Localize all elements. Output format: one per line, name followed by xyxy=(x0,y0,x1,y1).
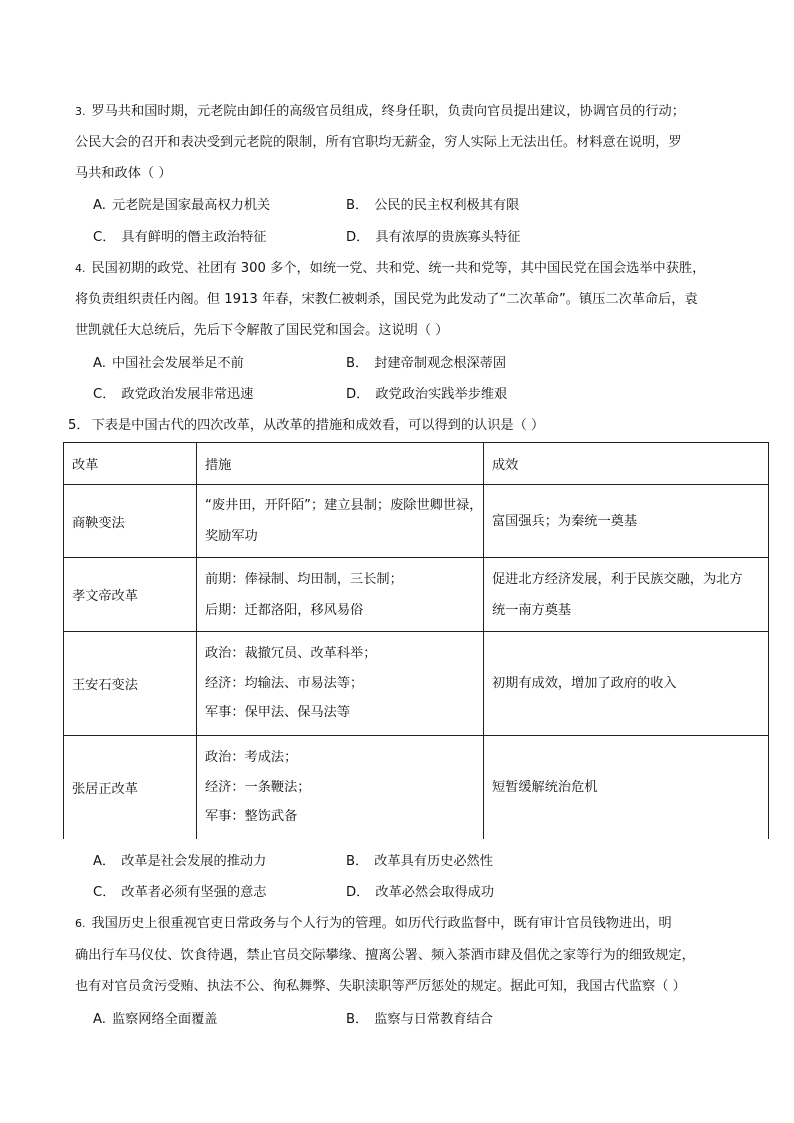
option-text: 改革是社会发展的推动力 xyxy=(121,854,267,869)
question-4-stem xyxy=(75,253,775,285)
effect-line: 统一南方奠基 xyxy=(492,602,572,618)
option-letter: C． xyxy=(93,230,116,245)
question-4-options-row-2 xyxy=(93,385,773,405)
table-header-cell: 成效 xyxy=(484,443,769,485)
question-4-stem-line-3 xyxy=(75,315,775,347)
question-line: 世凯就任大总统后，先后下令解散了国民党和国会。这说明（ ） xyxy=(75,323,449,338)
question-line: 下表是中国古代的四次改革，从改革的措施和成效看，可以得到的认识是（ ） xyxy=(91,418,545,433)
option-c[interactable] xyxy=(93,883,266,903)
option-text: 监察网络全面覆盖 xyxy=(111,1012,218,1027)
option-text: 公民的民主权利极其有限 xyxy=(374,198,520,213)
option-d[interactable] xyxy=(346,385,507,405)
question-line: 确出行车马仪仗、饮食待遇，禁止官员交际攀缘、擅离公署、频入茶酒市肆及倡优之家等行为的细致规定， xyxy=(75,948,695,963)
option-b[interactable] xyxy=(346,354,506,374)
question-3-stem-line-3 xyxy=(75,158,775,190)
option-letter: D． xyxy=(346,387,370,402)
effect-line: 促进北方经济发展，利于民族交融，为北方 xyxy=(492,571,743,587)
option-letter: A. xyxy=(93,1012,106,1027)
option-letter: B． xyxy=(346,356,369,371)
table-row xyxy=(64,736,769,839)
reform-name-cell: 张居正改革 xyxy=(64,736,197,839)
option-text: 改革具有历史必然性 xyxy=(374,854,493,869)
table-row xyxy=(64,558,769,632)
table-row xyxy=(64,632,769,736)
measure-line: 后期：迁都洛阳，移风易俗 xyxy=(205,602,364,618)
measure-line: 经济：均输法、市易法等； xyxy=(205,675,364,691)
option-a[interactable] xyxy=(93,196,270,216)
effect-line: 富国强兵；为秦统一奠基 xyxy=(492,513,638,529)
question-number: 5． xyxy=(68,418,90,433)
question-6-options-row-1 xyxy=(93,1010,773,1030)
measures-cell xyxy=(197,558,484,632)
question-3-stem xyxy=(75,96,775,128)
table-header-cell: 措施 xyxy=(197,443,484,485)
option-letter: A． xyxy=(93,854,116,869)
table-header-row xyxy=(64,443,769,485)
table-header-cell: 改革 xyxy=(64,443,197,485)
effect-line: 初期有成效，增加了政府的收入 xyxy=(492,676,677,691)
option-letter: A. xyxy=(93,356,106,371)
measure-line: 经济：一条鞭法； xyxy=(205,779,311,795)
option-c[interactable] xyxy=(93,385,253,405)
measure-line: 奖励军功 xyxy=(205,529,258,544)
option-a[interactable] xyxy=(93,354,244,374)
option-letter: C． xyxy=(93,387,116,402)
option-c[interactable] xyxy=(93,228,266,248)
option-text: 监察与日常教育结合 xyxy=(374,1012,493,1027)
option-text: 政党政治发展非常迅速 xyxy=(121,387,254,402)
reform-name-cell: 王安石变法 xyxy=(64,632,197,736)
measure-line: 前期：俸禄制、均田制，三长制； xyxy=(205,571,403,587)
question-line: 我国历史上很重视官吏日常政务与个人行为的管理。如历代行政监督中，既有审计官员钱物进出，明 xyxy=(91,916,672,931)
option-d[interactable] xyxy=(346,228,520,248)
question-5-options-row-1 xyxy=(93,852,773,872)
table-row xyxy=(64,485,769,558)
question-line: 民国初期的政党、社团有 300 多个，如统一党、共和党、统一共和党等，其中国民党在国会选举中获胜， xyxy=(91,261,706,276)
option-b[interactable] xyxy=(346,1010,493,1030)
question-6-stem-line-3 xyxy=(75,971,775,1003)
question-3-stem-line-2 xyxy=(75,127,775,159)
reform-table xyxy=(63,442,769,839)
question-line: 也有对官员贪污受贿、执法不公、徇私舞弊、失职渎职等严厉惩处的规定。据此可知，我国古代监察（ ） xyxy=(75,979,686,994)
option-letter: B． xyxy=(346,1012,369,1027)
question-line: 马共和政体（ ） xyxy=(75,166,172,181)
question-3-options-row-2 xyxy=(93,228,773,248)
measure-line: 军事：整饬武备 xyxy=(205,809,298,824)
option-text: 改革者必须有坚强的意志 xyxy=(121,885,267,900)
measure-line: “废井田，开阡陌”；建立县制；废除世卿世禄， xyxy=(205,498,483,513)
measure-line: 政治：裁撤冗员、改革科举； xyxy=(205,646,377,662)
question-5-stem xyxy=(68,410,768,442)
option-letter: B． xyxy=(346,854,369,869)
option-letter: A. xyxy=(93,198,106,213)
question-4-stem-line-2 xyxy=(75,284,775,316)
measure-line: 军事：保甲法、保马法等 xyxy=(205,705,351,721)
question-6-stem xyxy=(75,908,775,940)
option-b[interactable] xyxy=(346,196,519,216)
option-text: 政党政治实践举步维艰 xyxy=(375,387,508,402)
measures-cell xyxy=(197,632,484,736)
measures-cell xyxy=(197,736,484,839)
option-letter: B． xyxy=(346,198,369,213)
option-a[interactable] xyxy=(93,1010,217,1030)
option-text: 具有浓厚的贵族寡头特征 xyxy=(375,230,521,245)
option-letter: D． xyxy=(346,230,370,245)
option-text: 具有鲜明的僭主政治特征 xyxy=(121,230,267,245)
question-3-options-row-1 xyxy=(93,196,773,216)
question-line: 罗马共和国时期，元老院由卸任的高级官员组成，终身任职，负责向官员提出建议，协调官员的行动； xyxy=(91,104,685,119)
effects-cell xyxy=(484,736,769,839)
question-line: 公民大会的召开和表决受到元老院的限制，所有官职均无薪金，穷人实际上无法出任。材料意在说明，罗 xyxy=(75,135,682,150)
reform-name-cell: 孝文帝改革 xyxy=(64,558,197,632)
option-text: 改革必然会取得成功 xyxy=(375,885,495,900)
question-5-options-row-2 xyxy=(93,883,773,903)
question-6-stem-line-2 xyxy=(75,940,775,972)
option-text: 中国社会发展举足不前 xyxy=(111,356,244,371)
option-text: 元老院是国家最高权力机关 xyxy=(111,198,271,213)
measure-line: 政治：考成法； xyxy=(205,750,298,765)
option-b[interactable] xyxy=(346,852,493,872)
effects-cell xyxy=(484,558,769,632)
effects-cell xyxy=(484,632,769,736)
question-line: 将负责组织责任内阁。但 1913 年春，宋教仁被刺杀，国民党为此发动了“二次革命”。镇压二次革命后，袁 xyxy=(75,292,698,307)
option-letter: D． xyxy=(346,885,370,900)
question-number: 4. xyxy=(75,262,86,275)
measures-cell xyxy=(197,485,484,558)
question-number: 6. xyxy=(75,917,86,930)
option-letter: C． xyxy=(93,885,116,900)
question-number: 3. xyxy=(75,105,86,118)
option-d[interactable] xyxy=(346,883,494,903)
effect-line: 短暂缓解统治危机 xyxy=(492,779,598,795)
question-4-options-row-1 xyxy=(93,354,773,374)
option-text: 封建帝制观念根深蒂固 xyxy=(374,356,507,371)
effects-cell xyxy=(484,485,769,558)
reform-name-cell: 商鞅变法 xyxy=(64,485,197,558)
option-a[interactable] xyxy=(93,852,266,872)
